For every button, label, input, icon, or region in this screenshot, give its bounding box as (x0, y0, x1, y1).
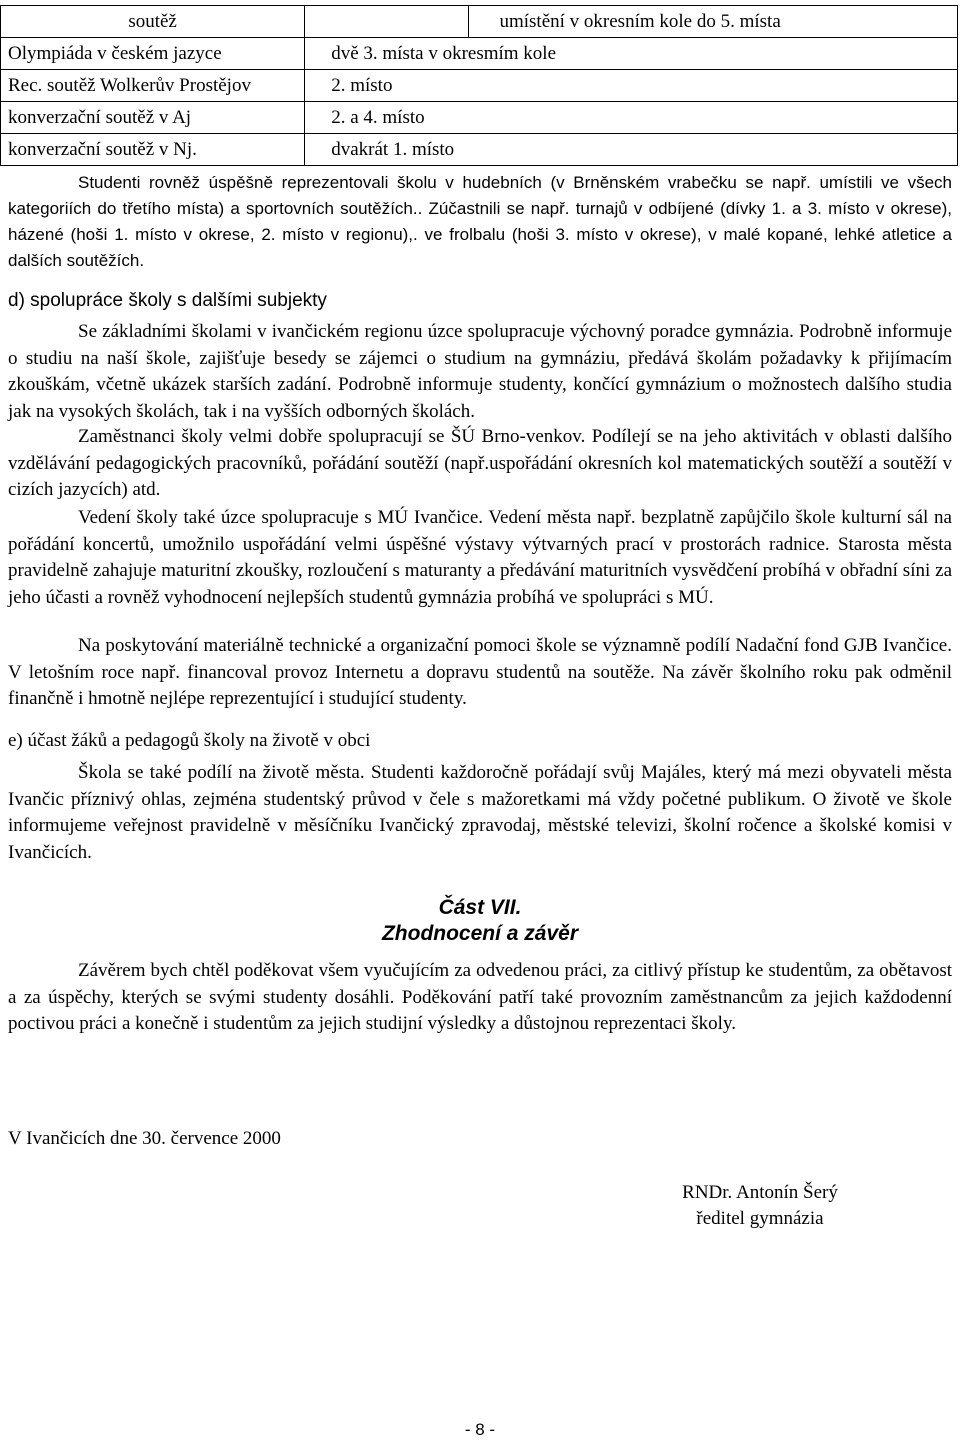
table-header-empty (305, 6, 469, 38)
table-cell-competition: Rec. soutěž Wolkerův Prostějov (1, 70, 305, 102)
table-header-competition: soutěž (1, 6, 305, 38)
table-row (1, 70, 958, 102)
part-vii-title: Část VII. (438, 896, 522, 919)
signature-block (640, 1180, 880, 1232)
table-cell-result: dvě 3. místa v okresmím kole (305, 38, 958, 70)
table-row (1, 102, 958, 134)
table-header-placement: umístění v okresním kole do 5. místa (469, 6, 958, 38)
section-e-paragraph-1: Škola se také podílí na životě města. Studenti každoročně pořádají svůj Majáles, který má mezi obyvateli města Ivančic příznivý ohlas, zejména studentský průvod v čele s mažoretkami má vždy početné publikum. O životě ve škole informujeme veřejnost pravidelně v měsíčníku Ivančický zpravodaj, městské televizi, školní ročence a školské komisi v Ivančicích. (8, 762, 952, 863)
table-cell-result: dvakrát 1. místo (305, 134, 958, 166)
table-cell-competition: Olympiáda v českém jazyce (1, 38, 305, 70)
table-cell-competition: konverzační soutěž v Nj. (1, 134, 305, 166)
place-date: V Ivančicích dne 30. července 2000 (8, 1128, 281, 1149)
table-row (1, 134, 958, 166)
section-d-paragraph-4: Na poskytování materiálně technické a organizační pomoci škole se významně podílí Nadační fond GJB Ivančice. V letošním roce např. financoval provoz Internetu a dopravu studentů na soutěže. Na závěr školního roku pak odměnil finančně i hmotně nejlépe reprezentující i studující studenty. (8, 635, 952, 709)
table-cell-competition: konverzační soutěž v Aj (1, 102, 305, 134)
section-d-title: d) spolupráce školy s dalšími subjekty (8, 290, 327, 311)
sports-paragraph: Studenti rovněž úspěšně reprezentovali školu v hudebních (v Brněnském vrabečku se např. umístili ve všech kategoriích do třetího místa) a sportovních soutěžích.. Zúčastnili se např. turnajů v odbíjené (dívky 1. a 3. místo v okrese), házené (hoši 1. místo v okrese, 2. místo v regionu),. ve frolbalu (hoši 3. místo v okrese), v malé kopané, lehké atletice a dalších soutěžích. (8, 173, 952, 270)
part-vii-subtitle: Zhodnocení a závěr (381, 922, 579, 945)
competition-results-table (0, 5, 958, 166)
section-d-paragraph-2: Zaměstnanci školy velmi dobře spolupracují se ŠÚ Brno-venkov. Podílejí se na jeho aktivitách v oblasti dalšího vzdělávání pedagogických pracovníků, pořádání soutěží (např.uspořádání okresních kol matematických soutěží a soutěží v cizích jazycích) atd. (8, 426, 952, 500)
section-d-paragraph-3: Vedení školy také úzce spolupracuje s MÚ Ivančice. Vedení města např. bezplatně zapůjčilo škole kulturní sál na pořádání koncertů, umožnilo uspořádání velmi úspěšné výstavy výtvarných prací v prostorách radnice. Starosta města pravidelně zahajuje maturitní zkoušky, rozloučení s maturanty a předávání maturitních vysvědčení probíhá v obřadní síni za jeho účasti a rovněž vyhodnocení nejlepších studentů gymnázia probíhá ve spolupráci s MÚ. (8, 507, 952, 608)
table-row (1, 38, 958, 70)
table-header-row (1, 6, 958, 38)
table-cell-result: 2. místo (305, 70, 958, 102)
page-number: - 8 - (464, 1420, 496, 1439)
conclusion-paragraph: Závěrem bych chtěl poděkovat všem vyučujícím za odvedenou práci, za citlivý přístup ke studentům, za obětavost a za úspěchy, kterých se svými studenty dosáhli. Poděkování patří také provozním zaměstnancům za jejich každodenní poctivou práci a konečně i studentům za jejich studijní výsledky a důstojnou reprezentaci školy. (8, 960, 952, 1034)
section-d-paragraph-1: Se základními školami v ivančickém regionu úzce spolupracuje výchovný poradce gymnázia. Podrobně informuje o studiu na naší škole, zajišťuje besedy se zájemci o studium na gymnáziu, předává školám požadavky k přijímacím zkouškám, včetně ukázek starších zadání. Podrobně informuje studenty, končící gymnázium o možnostech dalšího studia jak na vysokých školách, tak i na vyšších odborných školách. (8, 321, 952, 422)
section-e-title: e) účast žáků a pedagogů školy na životě v obci (8, 730, 371, 751)
signature-role: ředitel gymnázia (696, 1208, 824, 1229)
table-cell-result: 2. a 4. místo (305, 102, 958, 134)
signature-name: RNDr. Antonín Šerý (682, 1182, 838, 1203)
